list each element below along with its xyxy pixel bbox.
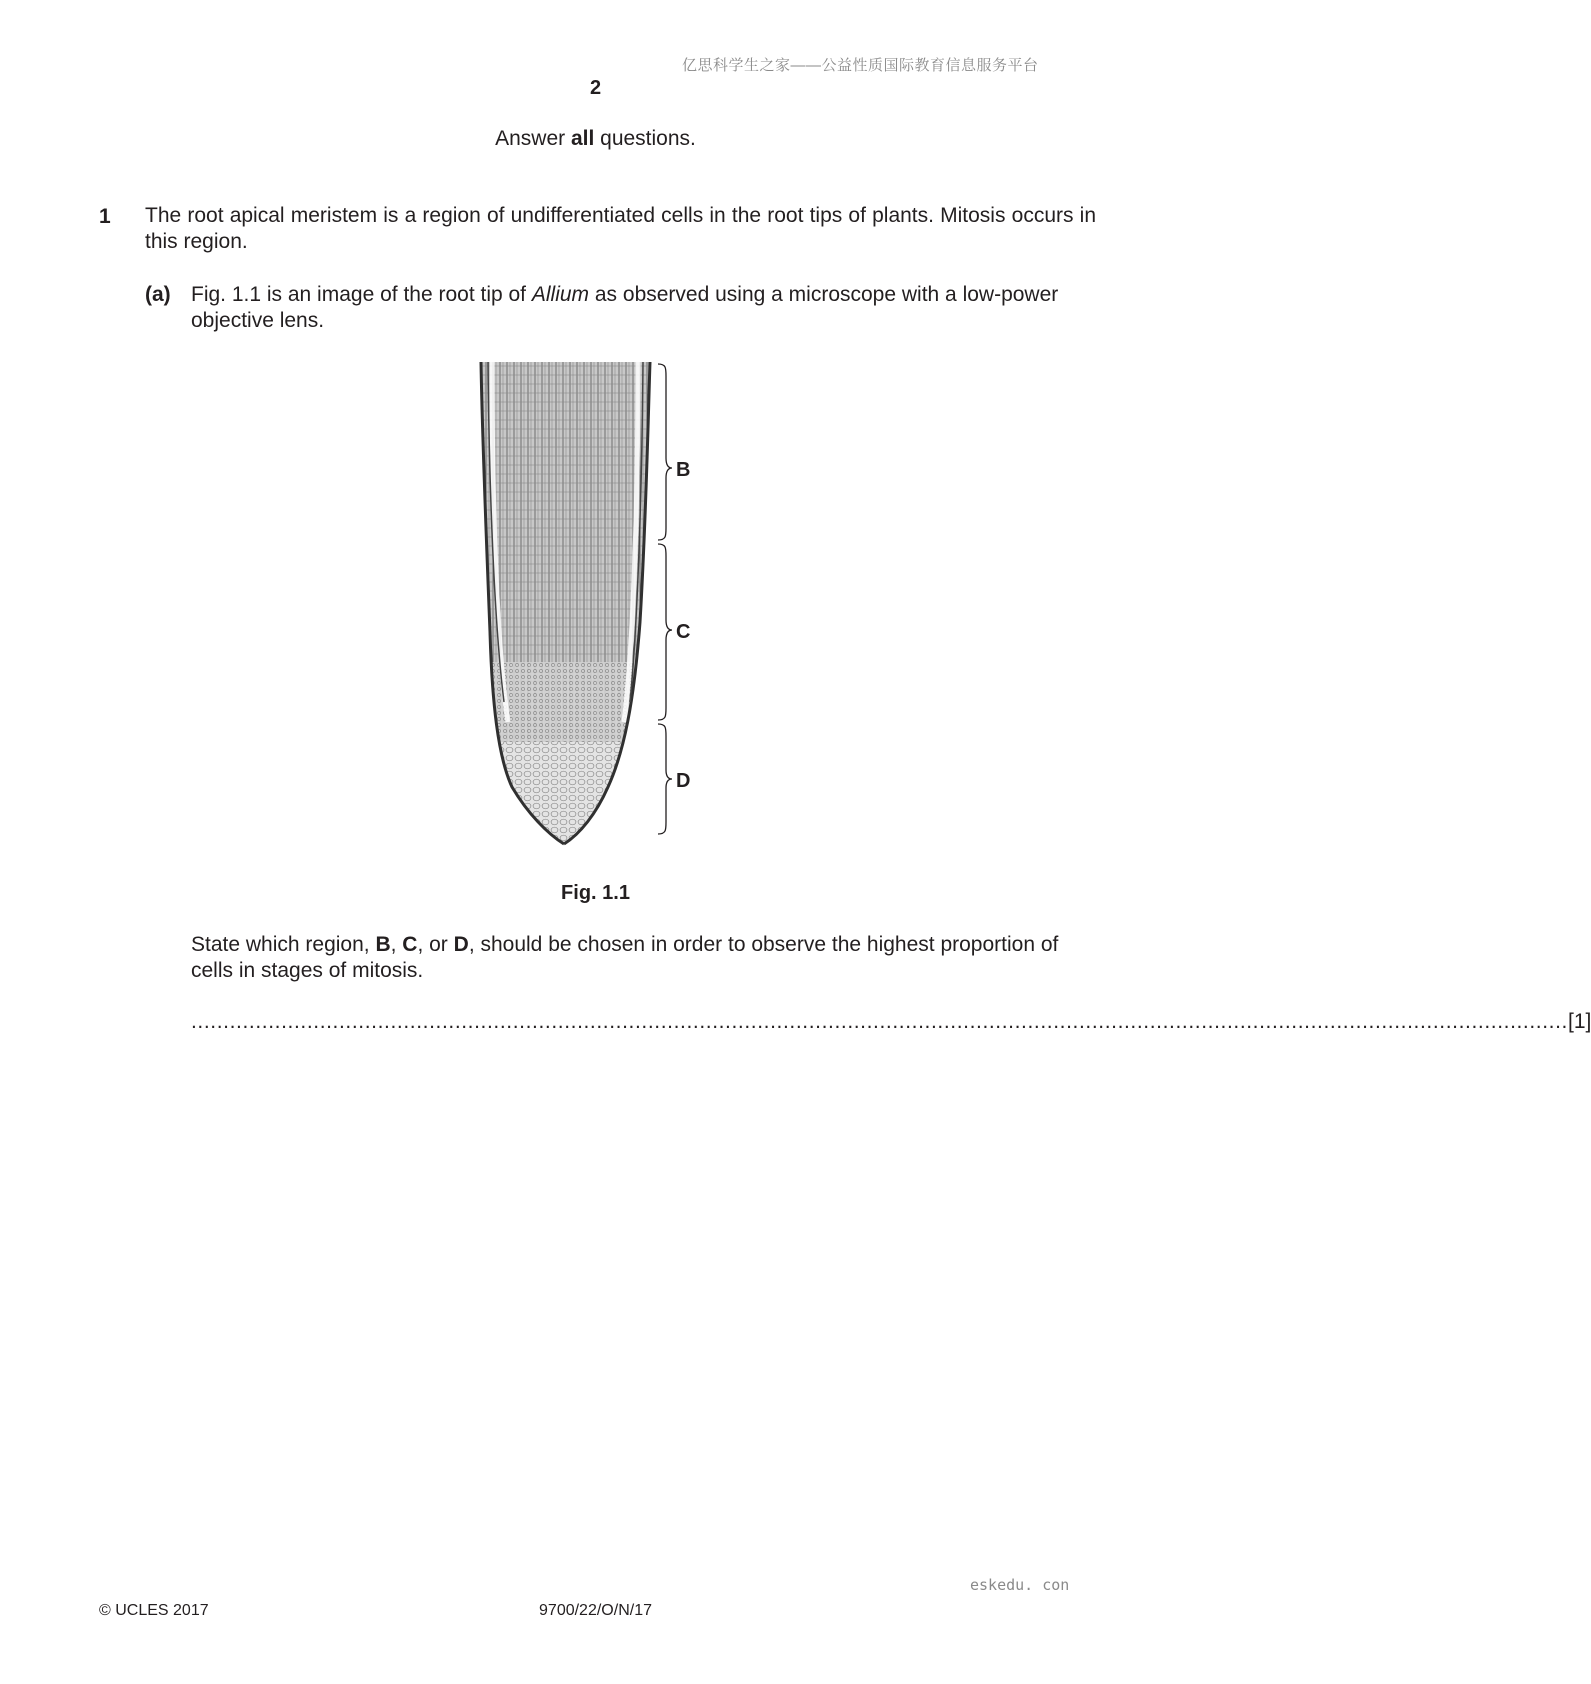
instruction-after: questions. — [594, 127, 696, 150]
part-text-italic: Allium — [531, 283, 590, 306]
paper-code: 9700/22/O/N/17 — [539, 1602, 652, 1619]
watermark-footer: eskedu. con — [970, 1576, 1070, 1594]
prompt-part-2: , — [390, 933, 403, 956]
prompt-part-4: , should be chosen in order to observe the highest proportion of cells in stages of mitosis. — [191, 933, 1059, 982]
part-label: (a) — [145, 283, 171, 306]
answer-line[interactable] — [191, 1010, 1591, 1034]
label-c: C — [676, 621, 691, 643]
question-text: The root apical meristem is a region of undifferentiated cells in the root tips of plants. Mitosis occurs in this region. — [145, 204, 1096, 253]
answer-dots[interactable]: ...................................................................................................................................................................................................................... — [191, 1010, 1568, 1033]
label-d: D — [676, 770, 691, 792]
question-number: 1 — [99, 205, 111, 228]
marks-label: [1] — [1567, 1010, 1591, 1033]
instruction — [0, 127, 1191, 151]
brace-c — [658, 544, 672, 720]
brace-b — [658, 364, 672, 540]
label-b: B — [676, 459, 691, 481]
prompt-region-d: D — [453, 933, 469, 956]
question-prompt — [191, 932, 1096, 984]
watermark-header: 亿思科学生之家——公益性质国际教育信息服务平台 — [682, 57, 1039, 74]
prompt-part-1: State which region, — [191, 933, 376, 956]
figure-caption: Fig. 1.1 — [561, 882, 630, 904]
part-text-after: as observed using a microscope with a low-power objective lens. — [191, 283, 1059, 332]
brace-d — [658, 724, 672, 834]
root-tip-figure — [478, 362, 700, 848]
instruction-bold: all — [570, 127, 595, 150]
part-text — [191, 282, 1096, 334]
part-text-before: Fig. 1.1 is an image of the root tip of — [191, 283, 532, 306]
page-number: 2 — [589, 77, 602, 99]
prompt-region-c: C — [402, 933, 418, 956]
root-tip-image — [478, 362, 658, 848]
instruction-before: Answer — [495, 127, 571, 150]
copyright: © UCLES 2017 — [99, 1602, 209, 1619]
prompt-part-3: , or — [417, 933, 454, 956]
prompt-region-b: B — [375, 933, 391, 956]
